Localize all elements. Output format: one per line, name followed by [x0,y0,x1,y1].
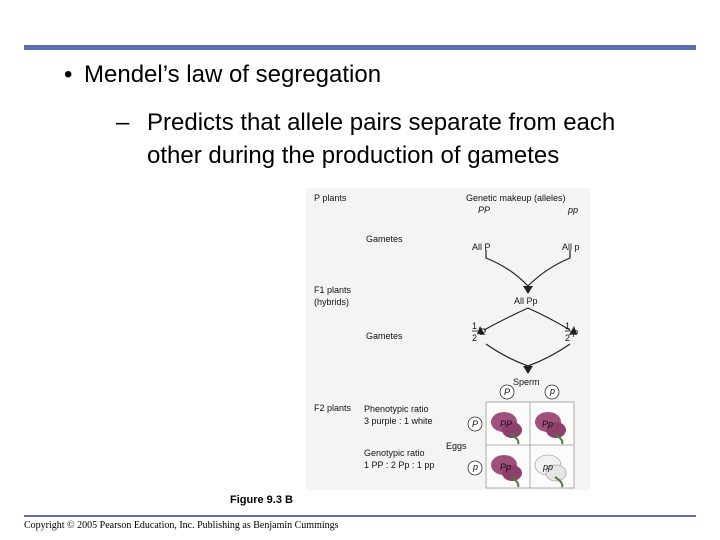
bullet-point [64,60,381,90]
phenotypic-ratio-value: 3 purple : 1 white [364,416,433,426]
f2-plants-label: F2 plants [314,403,352,413]
phenotypic-ratio-label: Phenotypic ratio [364,404,429,414]
arrow-line [528,250,570,286]
half-denominator: 2 [565,333,571,343]
half-denominator: 2 [472,333,478,343]
cell-pp-label: pp [543,462,554,472]
sperm-P-label: P [504,387,511,397]
bottom-rule [24,515,696,517]
half-numerator: 1 [472,321,478,331]
arrow-head [523,366,533,374]
cell-PP-label: PP [500,419,513,429]
egg-P-label: P [472,419,479,429]
arrow-line [484,308,528,330]
genetic-makeup-label: Genetic makeup (alleles) [466,193,566,203]
all-P-label: All P [472,242,491,252]
top-rule [24,45,696,50]
cell-Pp-label: Pp [500,462,512,472]
bullet-marker: • [64,61,73,88]
all-Pp-label: All Pp [514,296,538,306]
arrow-line [486,250,528,286]
egg-p-label: p [473,462,479,472]
sperm-p-label: p [550,386,556,396]
figure-caption: Figure 9.3 B [230,494,293,506]
gametes-label: Gametes [366,234,403,244]
arrow-line [528,308,570,330]
eggs-label: Eggs [446,441,467,451]
half-numerator: 1 [565,321,571,331]
half-P-label: P [480,327,487,337]
pp-left-label: PP [478,205,491,215]
half-p-label: p [573,327,579,337]
genotypic-ratio-value: 1 PP : 2 Pp : 1 pp [364,460,435,470]
arrow-line [528,344,570,366]
p-plants-label: P plants [314,193,347,203]
arrow-head [523,286,533,294]
copyright-text: Copyright © 2005 Pearson Education, Inc. Publishing as Benjamin Cummings [24,520,339,531]
hybrids-label: (hybrids) [314,297,350,307]
cell-Pp-label: Pp [542,419,554,429]
arrow-line [486,344,528,366]
gametes-label-2: Gametes [366,331,403,341]
mendel-figure [306,188,590,490]
bullet-text: Mendel’s law of segregation [84,61,382,88]
sperm-label: Sperm [513,377,540,387]
pp-right-label: pp [568,205,579,215]
all-p-label: All p [562,242,580,252]
f1-plants-label: F1 plants [314,285,352,295]
genotypic-ratio-label: Genotypic ratio [364,448,425,458]
sub-bullet-text: Predicts that allele pairs separate from each other during the production of gametes [147,109,616,169]
sub-bullet-marker: – [116,109,130,136]
